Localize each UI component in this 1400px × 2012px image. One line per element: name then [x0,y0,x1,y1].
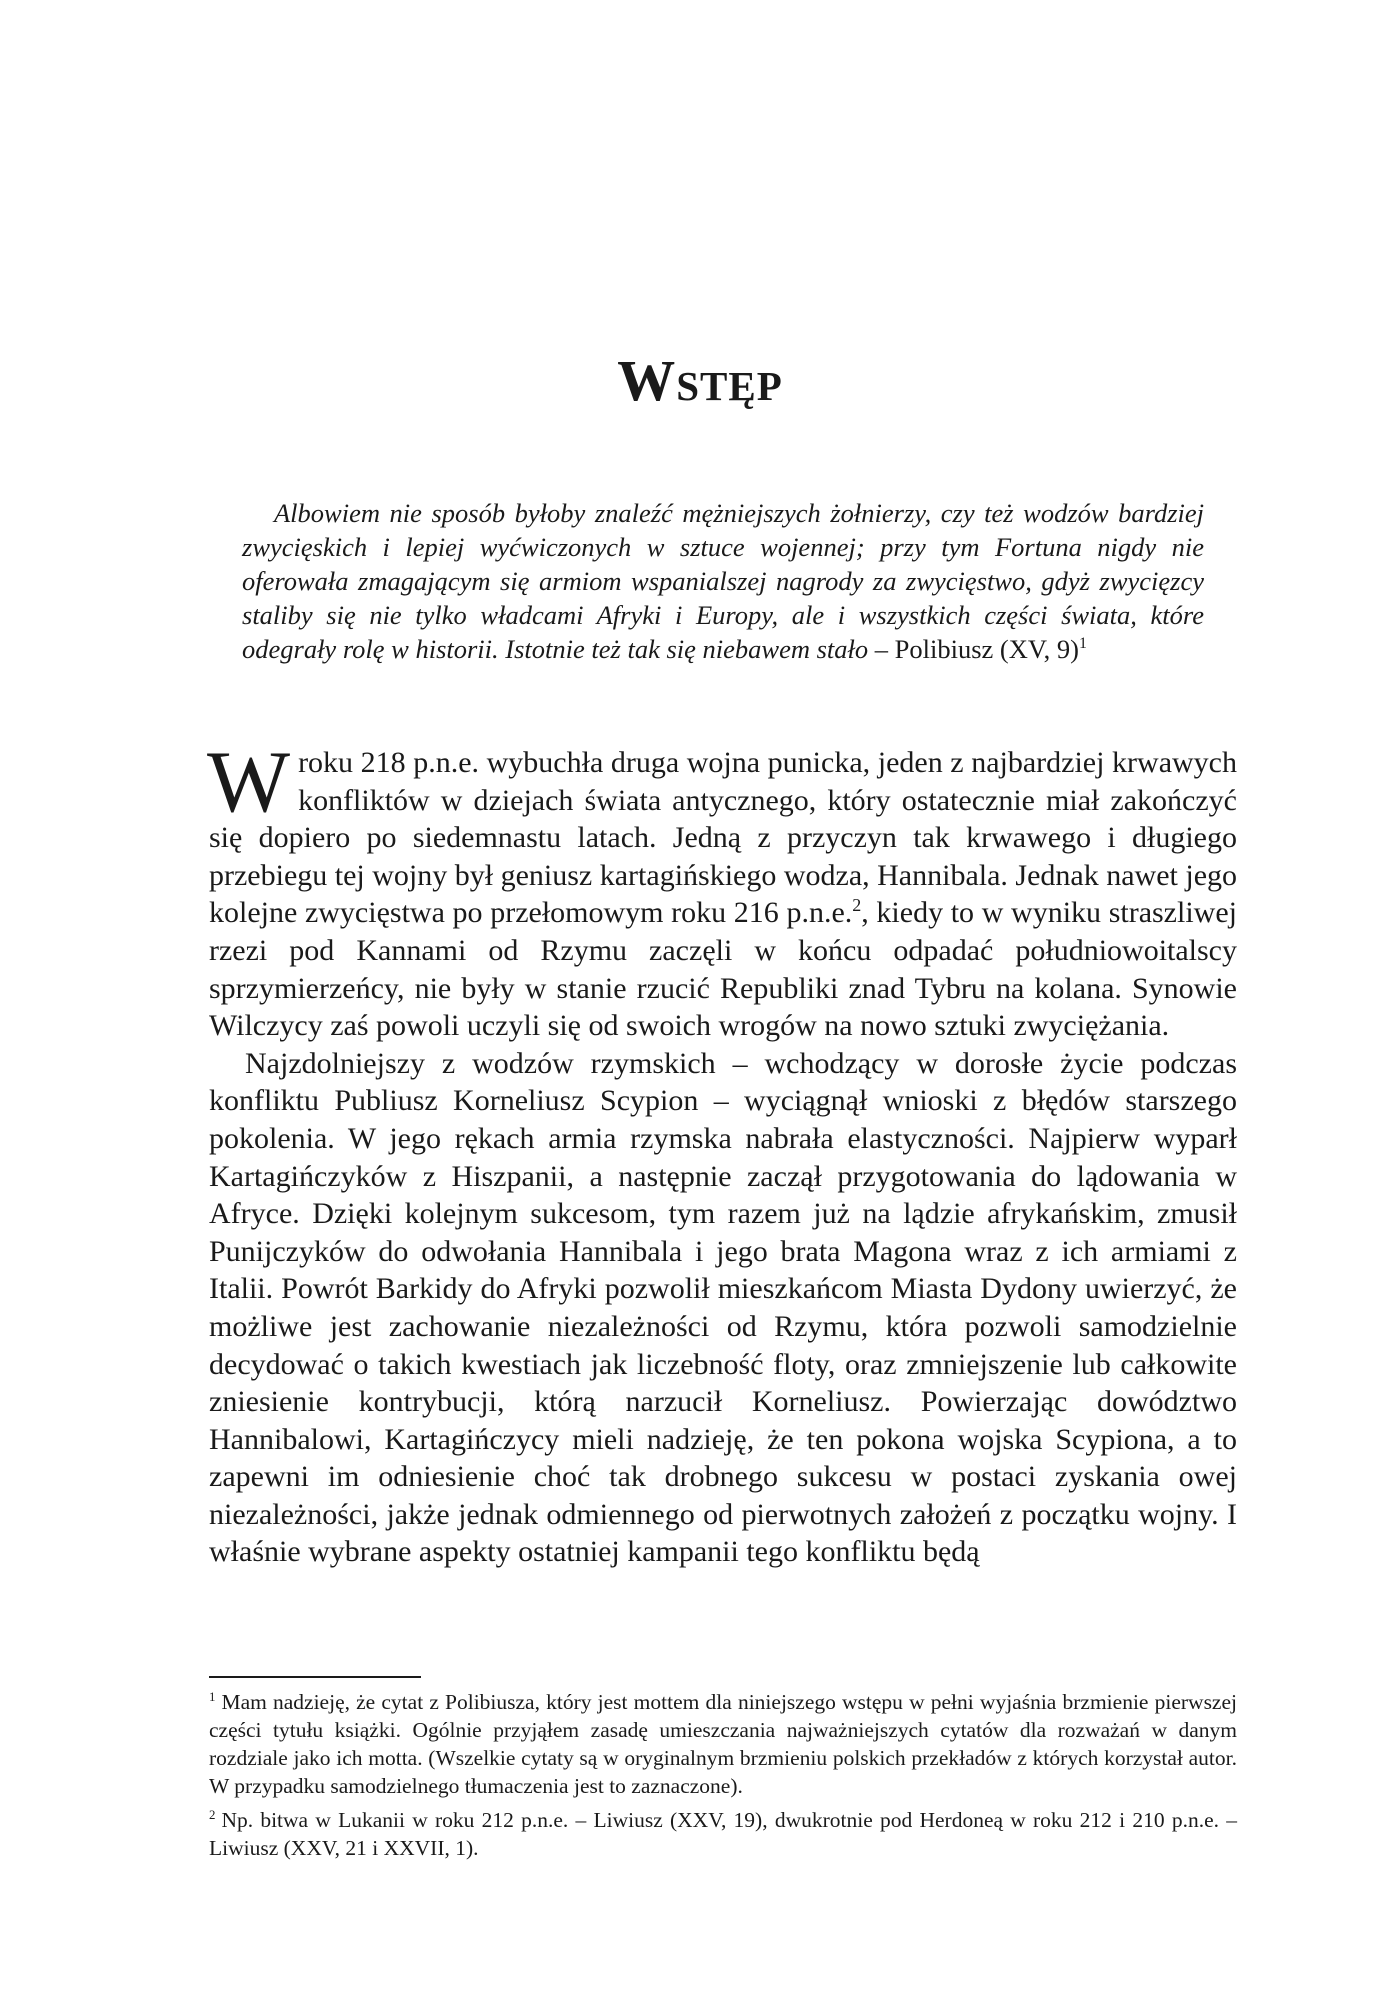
footnote-1-number: 1 [209,1689,216,1704]
footnote-1-text: Mam nadzieję, że cytat z Polibiusza, który jest mottem dla niniejszego wstępu w pełni wyjaśnia brzmienie pierwszej części tytułu książki. Ogólnie przyjąłem zasadę umieszczania najważniejszych cytatów dla rozważań w danym rozdziale jako ich motta. (Wszelkie cytaty są w oryginalnym brzmieniu polskich przekładów z których korzystał autor. W przypadku samodzielnego tłumaczenia jest to zaznaczone). [209,1690,1237,1798]
drop-cap: W [207,734,291,831]
footnote-ref-2[interactable]: 2 [852,895,862,916]
footnote-1 [209,1688,1237,1800]
footnote-2-text: Np. bitwa w Lukanii w roku 212 p.n.e. – Liwiusz (XXV, 19), dwukrotnie pod Herdoneą w roku 212 i 210 p.n.e. – Liwiusz (XXV, 21 i XXVII, 1). [209,1808,1237,1860]
body-paragraph-1 [207,734,1238,1045]
epigraph-quote: Albowiem nie sposób byłoby znaleźć mężniejszych żołnierzy, czy też wodzów bardziej zwycięskich i lepiej wyćwiczonych w sztuce wojennej; przy tym Fortuna nigdy nie oferowała zmagającym się armiom wspanialszej nagrody za zwycięstwo, gdyż zwycięzcy staliby się nie tylko władcami Afryki i Europy, ale i wszystkich części świata, które odegrały rolę w historii. Istotnie też tak się niebawem stało [242,498,1204,664]
epigraph [242,496,1204,666]
paragraph-1-text-a: roku 218 p.n.e. wybuchła druga wojna punicka, jeden z najbardziej krwawych konfliktów w dziejach świata antycznego, który ostatecznie miał zakończyć się dopiero po siedemnastu latach. Jedną z przyczyn tak krwawego i długiego przebiegu tej wojny był geniusz kartagińskiego wodza, Hannibala. Jednak nawet jego kolejne zwycięstwa po przełomowym roku 216 p.n.e. [209,746,1238,930]
chapter-title: Wstęp [617,348,783,413]
body-paragraph-2: Najzdolniejszy z wodzów rzymskich – wchodzący w dorosłe życie podczas konfliktu Publiusz Korneliusz Scypion – wyciągnął wnioski z błędów starszego pokolenia. W jego rękach armia rzymska nabrała elastyczności. Najpierw wyparł Kartagińczyków z Hiszpanii, a następnie zaczął przygotowania do lądowania w Afryce. Dzięki kolejnym sukcesom, tym razem już na lądzie afrykańskim, zmusił Punijczyków do odwołania Hannibala i jego brata Magona wraz z ich armiami z Italii. Powrót Barkidy do Afryki pozwolił mieszkańcom Miasta Dydony uwierzyć, że możliwe jest zachowanie niezależności od Rzymu, która pozwoli samodzielnie decydować o takich kwestiach jak liczebność floty, oraz zmniejszenie lub całkowite zniesienie kontrybucji, którą narzucił Korneliusz. Powierzając dowództwo Hannibalowi, Kartagińczycy mieli nadzieję, że ten pokona wojska Scypiona, a to zapewni im odniesienie choć tak drobnego sukcesu w postaci zyskania owej niezależności, jakże jednak odmiennego od pierwotnych założeń z początku wojny. I właśnie wybrane aspekty ostatniej kampanii tego konfliktu będą [209,1046,1237,1569]
footnote-ref-1[interactable]: 1 [1078,635,1087,653]
footnotes [209,1688,1237,1868]
footnote-divider [209,1676,421,1678]
footnote-2-number: 2 [209,1807,216,1822]
paragraph-1-text-b: , kiedy to w wyniku straszliwej rzezi pod Kannami od Rzymu zaczęli w końcu odpadać południowoitalscy sprzymierzeńcy, nie były w stanie rzucić Republiki znad Tybru na kolana. Synowie Wilczycy zaś powoli uczyli się od swoich wrogów na nowo sztuki zwyciężania. [209,896,1237,1043]
footnote-2 [209,1806,1237,1862]
body-text [207,734,1238,1571]
epigraph-source: – Polibiusz (XV, 9) [874,634,1079,664]
